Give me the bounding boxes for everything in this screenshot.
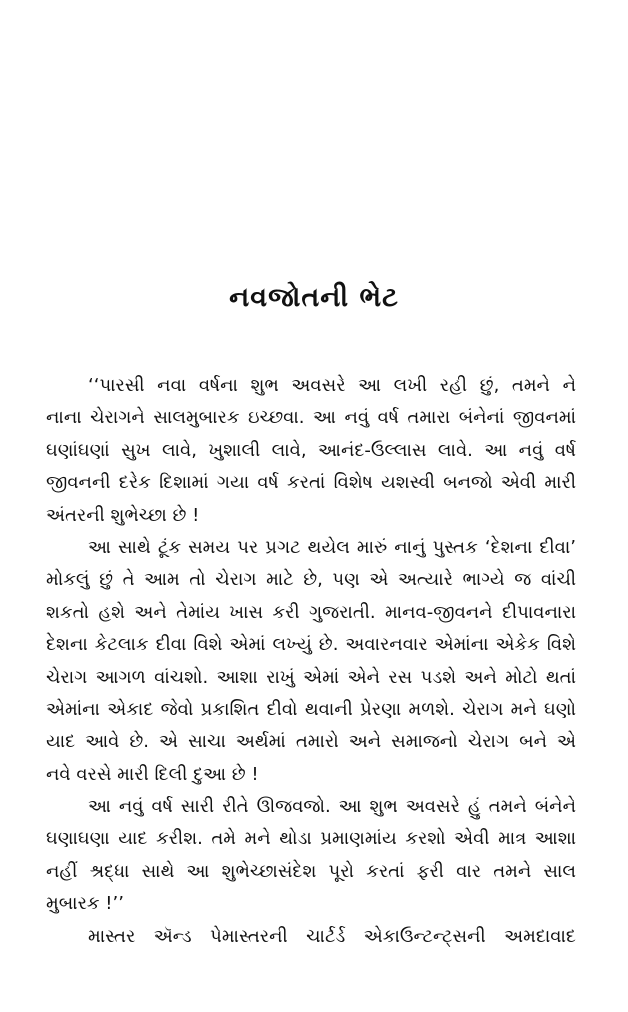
paragraph-line: મુબારક !’’: [46, 893, 124, 915]
paragraph-line: નાના ચેરાગને સાલમુબારક ઇચ્છવા. આ નવું વર્ષ તમારા બંનેનાં જીવનમાં: [46, 407, 576, 429]
paragraph-line: યાદ આવે છે. એ સાચા અર્થમાં તમારો અને સમાજનો ચેરાગ બને એ: [46, 731, 576, 753]
paragraph-line: મોકલું છું તે આમ તો ચેરાગ માટે છે, પણ એ અત્યારે ભાગ્યે જ વાંચી: [46, 569, 576, 591]
paragraph-line: આ નવું વર્ષ સારી રીતે ઊજવજો. આ શુભ અવસરે હું તમને બંનેને: [88, 796, 576, 818]
paragraph-line: નવે વરસે મારી દિલી દુઆ છે !: [46, 763, 259, 785]
paragraph-line: અંતરની શુભેચ્છા છે !: [46, 504, 200, 526]
paragraph-line: ‘‘પારસી નવા વર્ષના શુભ અવસરે આ લખી રહી છું, તમને ને: [88, 375, 576, 396]
chapter-title: નવજોતની ભેટ: [229, 282, 399, 313]
paragraph-line: ચેરાગ આગળ વાંચશો. આશા રાખું એમાં એને રસ પડશે અને મોટો થતાં: [46, 666, 576, 688]
paragraph-line: એમાંના એકાદ જેવો પ્રકાશિત દીવો થવાની પ્રેરણા મળશે. ચેરાગ મને ઘણો: [46, 698, 576, 720]
paragraph-line: આ સાથે ટૂંક સમય પર પ્રગટ થયેલ મારું નાનું પુસ્તક ‘દેશના દીવા’: [88, 536, 576, 558]
paragraph-line: ઘણાઘણા યાદ કરીશ. તમે મને થોડા પ્રમાણમાંય કરશો એવી માત્ર આશા: [46, 828, 576, 850]
paragraph-line: જીવનની દરેક દિશામાં ગયા વર્ષ કરતાં વિશેષ યશસ્વી બનજો એવી મારી: [46, 472, 576, 494]
paragraph-line: નહીં શ્રદ્ધા સાથે આ શુભેચ્છાસંદેશ પૂરો કરતાં ફરી વાર તમને સાલ: [46, 860, 576, 882]
paragraph-line: શકતો હશે અને તેમાંય ખાસ કરી ગુજરાતી. માનવ-જીવનને દીપાવનારા: [46, 601, 576, 623]
letter-body: [46, 370, 576, 953]
paragraph-line: દેશના કેટલાક દીવા વિશે એમાં લખ્યું છે. અવારનવાર એમાંના એકેક વિશે: [46, 634, 576, 656]
signature-line: માસ્તર ઍન્ડ પેમાસ્તરની ચાર્ટર્ડ એકાઉન્ટન્ટ્સની અમદાવાદ: [88, 925, 576, 947]
paragraph-line: ઘણાંઘણાં સુખ લાવે, ખુશાલી લાવે, આનંદ-ઉલ્લાસ લાવે. આ નવું વર્ષ: [46, 439, 576, 461]
